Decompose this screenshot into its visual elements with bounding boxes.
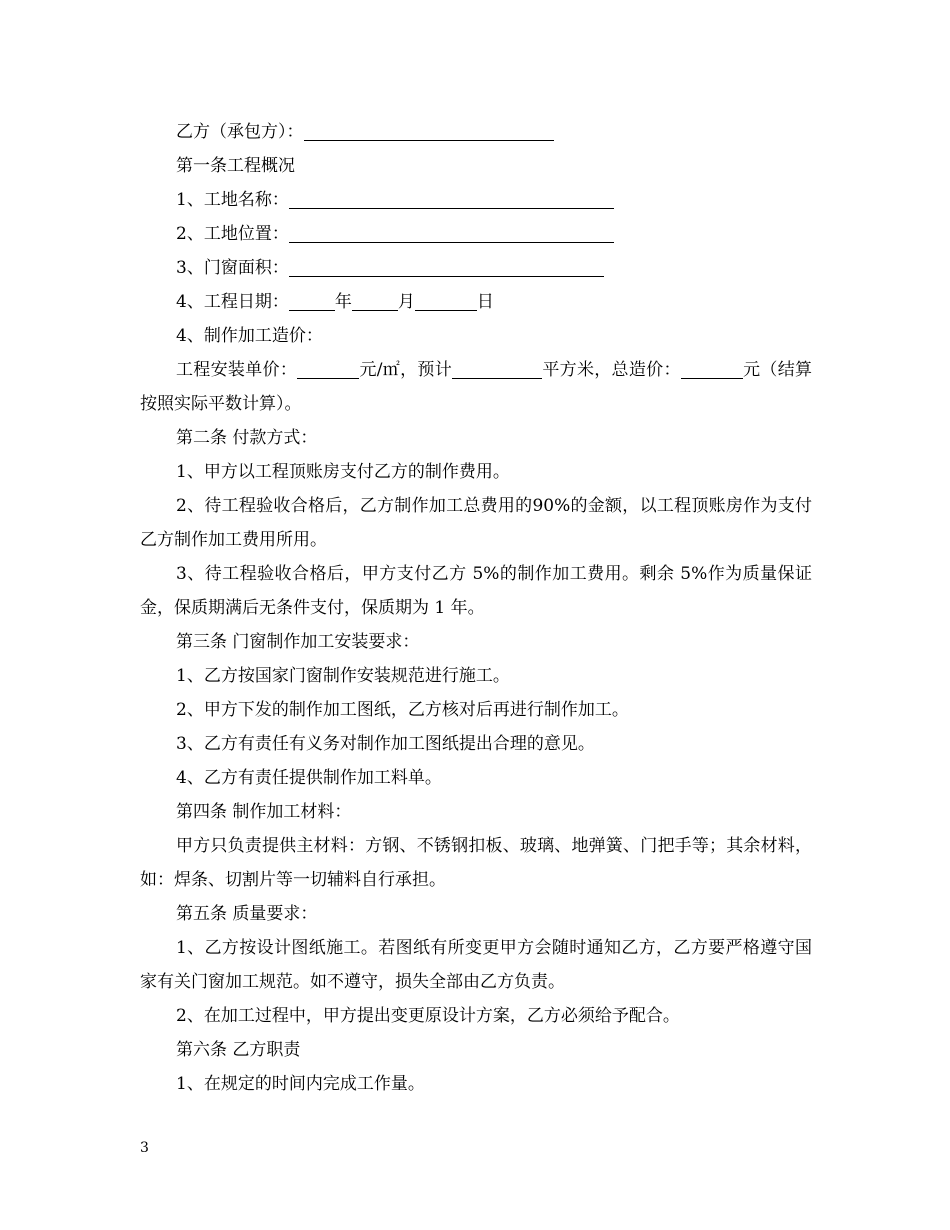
- payment-clause-3: 3、待工程验收合格后，甲方支付乙方 5%的制作加工费用。剩余 5%作为质量保证金，保质期满后无条件支付，保质期为 1 年。: [140, 564, 812, 618]
- site-name-label: 1、工地名称：: [176, 190, 289, 210]
- manufacturing-cost-heading: 4、制作加工造价：: [176, 326, 323, 346]
- project-date-label: 4、工程日期：: [176, 292, 289, 312]
- area-blank-line: [452, 356, 542, 379]
- materials-clause: 甲方只负责提供主材料：方钢、不锈钢扣板、玻璃、地弹簧、门把手等；其余材料，如：焊条、切割片等一切辅料自行承担。: [140, 836, 812, 890]
- month-label: 月: [397, 292, 415, 312]
- contract-body: [140, 115, 812, 1101]
- total-suffix-label: 元（结算按照实际平数计算）。: [140, 360, 813, 414]
- site-name-blank-line: [289, 186, 614, 209]
- site-location-field: [140, 217, 812, 251]
- requirement-clause-1: 1、乙方按国家门窗制作安装规范进行施工。: [176, 666, 510, 686]
- year-blank-line: [289, 288, 335, 311]
- unit-price-label: 工程安装单价：: [176, 360, 298, 380]
- year-label: 年: [334, 292, 352, 312]
- site-location-label: 2、工地位置：: [176, 224, 289, 244]
- page-number: 3: [140, 1140, 149, 1156]
- payment-clause-1: 1、甲方以工程顶账房支付乙方的制作费用。: [176, 462, 510, 482]
- party-b-label: 乙方（承包方）：: [176, 122, 304, 142]
- day-blank-line: [415, 288, 477, 311]
- quality-clause-2: 2、在加工过程中，甲方提出变更原设计方案，乙方必须给予配合。: [176, 1006, 680, 1026]
- day-label: 日: [476, 292, 494, 312]
- area-suffix-label: 平方米，总造价：: [542, 360, 681, 380]
- article-4-heading: 第四条 制作加工材料：: [176, 802, 352, 822]
- window-area-field: [140, 251, 812, 285]
- article-5-heading: 第五条 质量要求：: [176, 904, 318, 924]
- unit-price-blank-line: [297, 356, 359, 379]
- requirement-clause-4: 4、乙方有责任提供制作加工料单。: [176, 768, 442, 788]
- site-location-blank-line: [289, 220, 614, 243]
- article-2-heading: 第二条 付款方式：: [176, 428, 318, 448]
- requirement-clause-2: 2、甲方下发的制作加工图纸，乙方核对后再进行制作加工。: [176, 700, 629, 720]
- party-b-blank-line: [304, 118, 554, 141]
- installation-price-field: [140, 353, 812, 421]
- site-name-field: [140, 183, 812, 217]
- total-price-blank-line: [681, 356, 743, 379]
- project-date-field: [140, 285, 812, 319]
- month-blank-line: [352, 288, 398, 311]
- article-3-heading: 第三条 门窗制作加工安装要求：: [176, 632, 420, 652]
- window-area-blank-line: [289, 254, 604, 277]
- requirement-clause-3: 3、乙方有责任有义务对制作加工图纸提出合理的意见。: [176, 734, 595, 754]
- article-6-heading: 第六条 乙方职责: [176, 1040, 301, 1060]
- article-1-heading: 第一条工程概况: [176, 156, 295, 176]
- quality-clause-1: 1、乙方按设计图纸施工。若图纸有所变更甲方会随时通知乙方，乙方要严格遵守国家有关门窗加工规范。如不遵守，损失全部由乙方负责。: [140, 938, 812, 992]
- duty-clause-1: 1、在规定的时间内完成工作量。: [176, 1074, 425, 1094]
- window-area-label: 3、门窗面积：: [176, 258, 289, 278]
- party-b-field: [140, 115, 812, 149]
- unit-suffix-label: 元/㎡，预计: [359, 360, 453, 380]
- payment-clause-2: 2、待工程验收合格后，乙方制作加工总费用的90%的金额，以工程顶账房作为支付乙方制作加工费用所用。: [140, 496, 812, 550]
